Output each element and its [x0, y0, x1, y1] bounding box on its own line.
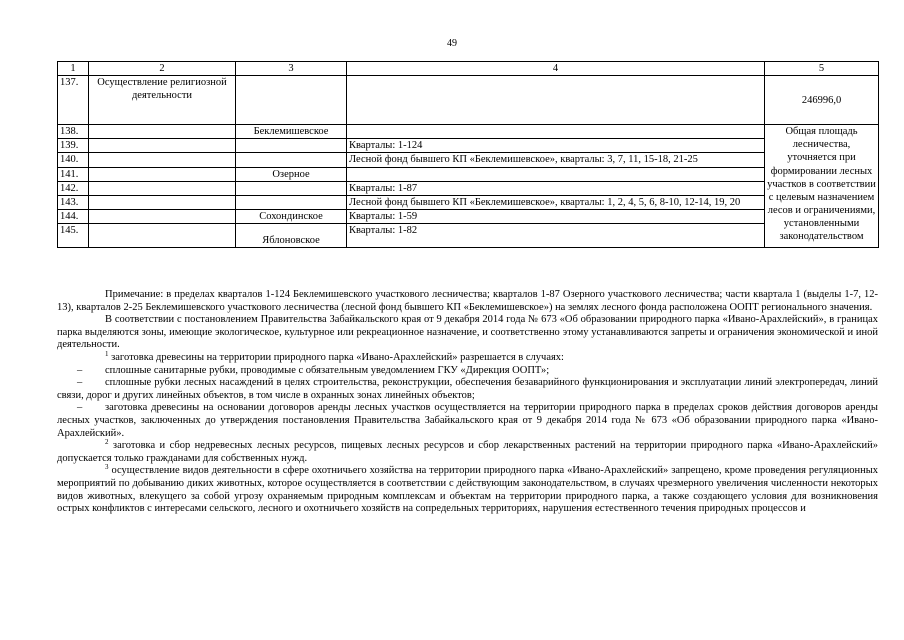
forestry-cell — [236, 139, 347, 153]
forestry-cell — [236, 153, 347, 167]
forestry-table — [57, 61, 879, 248]
header-cell: 2 — [89, 62, 236, 76]
purpose-cell — [89, 181, 236, 195]
note-paragraph: Примечание: в пределах кварталов 1-124 Беклемишевского участкового лесничества; кварталов 1-87 Озерного участкового лесничества; части квартала 1 (выделы 1-7, 12-13), кварталов 2-25 Беклемишевского участкового лесничества (лесной фонд бывшего КП «Беклемишевское») на землях лесного фонда расположена ООПТ регионального значения. — [57, 289, 878, 313]
forestry-cell — [236, 76, 347, 125]
table-row — [58, 125, 879, 139]
body-text — [57, 289, 878, 516]
forestry-cell: Сохондинское — [236, 209, 347, 223]
footnote-text: заготовка древесины на территории природного парка «Ивано-Арахлейский» разрешается в случаях: — [111, 351, 564, 363]
table-row — [58, 181, 879, 195]
header-cell: 5 — [765, 62, 879, 76]
table-row — [58, 224, 879, 248]
purpose-cell — [89, 224, 236, 248]
footnote-2 — [57, 440, 878, 465]
row-number: 137. — [58, 76, 89, 125]
row-number: 145. — [58, 224, 89, 248]
footnote-mark: 2 — [105, 438, 109, 447]
row-number: 144. — [58, 209, 89, 223]
header-cell: 4 — [347, 62, 765, 76]
list-item — [57, 365, 878, 378]
table-row — [58, 195, 879, 209]
row-number: 140. — [58, 153, 89, 167]
quarters-cell: Лесной фонд бывшего КП «Беклемишевское», кварталы: 1, 2, 4, 5, 6, 8-10, 12-14, 19, 20 — [347, 195, 765, 209]
purpose-cell — [89, 153, 236, 167]
paragraph: В соответствии с постановлением Правительства Забайкальского края от 9 декабря 2014 года № 673 «Об образовании природного парка «Ивано-Арахлейский», в границах парка выделяются зоны, имеющие экологическое, культурное или рекреационное назначение, и соответственно этому устанавливаются запреты и ограничения экономической и иной деятельности. — [57, 314, 878, 351]
table-row — [58, 153, 879, 167]
footnote-3 — [57, 465, 878, 515]
quarters-cell: Кварталы: 1-82 — [347, 224, 765, 248]
table-header-row — [58, 62, 879, 76]
table-row — [58, 76, 879, 125]
area-cell: 246996,0 — [765, 76, 879, 125]
footnote-mark: 1 — [105, 349, 109, 358]
footnote-1 — [57, 349, 878, 365]
forestry-cell: Озерное — [236, 167, 347, 181]
header-cell: 1 — [58, 62, 89, 76]
list-item-text: сплошные рубки лесных насаждений в целях строительства, реконструкции, обеспечения безаварийного функционирования и эксплуатации линий электропередач, линий связи, дорог и других линейных объектов, в том числе в охранных зонах линейных объектов; — [57, 377, 878, 401]
purpose-cell — [89, 167, 236, 181]
header-cell: 3 — [236, 62, 347, 76]
dash-mark: – — [77, 402, 83, 414]
row-number: 143. — [58, 195, 89, 209]
quarters-cell: Кварталы: 1-87 — [347, 181, 765, 195]
quarters-cell — [347, 167, 765, 181]
list-item — [57, 377, 878, 402]
forestry-cell: Яблоновское — [236, 224, 347, 248]
footnote-mark: 3 — [105, 463, 109, 472]
row-number: 138. — [58, 125, 89, 139]
table-row — [58, 167, 879, 181]
forestry-cell: Беклемишевское — [236, 125, 347, 139]
purpose-cell — [89, 139, 236, 153]
forestry-cell — [236, 181, 347, 195]
quarters-cell: Кварталы: 1-59 — [347, 209, 765, 223]
area-note-cell: Общая площадь лесничества, уточняется при формировании лесных участков в соответствии с целевым назначением лесов и ограничениями, установленными законодательством — [765, 125, 879, 248]
list-item-text: заготовка древесины на основании договоров аренды лесных участков осуществляется на территории природного парка в пределах сроков действия договоров аренды лесных участков, заключенных до утверждения постановления Правительства Забайкальского края от 9 декабря 2014 года № 673 «Об образовании природного парка «Ивано-Арахлейский». — [57, 402, 878, 439]
forestry-cell — [236, 195, 347, 209]
purpose-cell — [89, 209, 236, 223]
quarters-cell — [347, 125, 765, 139]
list-item-text: сплошные санитарные рубки, проводимые с обязательным уведомлением ГКУ «Дирекция ООПТ»; — [105, 364, 550, 376]
purpose-cell — [89, 125, 236, 139]
table-row — [58, 139, 879, 153]
purpose-cell: Осуществление религиозной деятельности — [89, 76, 236, 125]
quarters-cell: Лесной фонд бывшего КП «Беклемишевское», кварталы: 3, 7, 11, 15-18, 21-25 — [347, 153, 765, 167]
dash-mark: – — [77, 377, 83, 389]
quarters-cell — [347, 76, 765, 125]
quarters-cell: Кварталы: 1-124 — [347, 139, 765, 153]
row-number: 141. — [58, 167, 89, 181]
footnote-text: заготовка и сбор недревесных лесных ресурсов, пищевых лесных ресурсов и сбор лекарственных растений на территории природного парка «Ивано-Арахлейский» допускается только гражданами для собственных нужд. — [57, 440, 879, 464]
list-item — [57, 402, 878, 440]
row-number: 142. — [58, 181, 89, 195]
page-number: 49 — [447, 38, 457, 49]
table-row — [58, 209, 879, 223]
dash-mark: – — [77, 364, 83, 376]
purpose-cell — [89, 195, 236, 209]
footnote-text: осуществление видов деятельности в сфере охотничьего хозяйства на территории природного парка «Ивано-Арахлейский» запрещено, кроме проведения регуляционных мероприятий по добыванию диких животных, которое осуществляется в соответствии с действующим законодательством, в случаях чрезмерного увеличения численности некоторых видов животных, влекущего за собой угрозу охраняемым природным комплексам и объектам на территории природного парка, а также создающего условия для возникновения острых конфликтов с интересами сельского, лесного и охотничьего хозяйств на сопредельных территориях, нарушения естественного течения природных процессов и — [57, 465, 879, 515]
row-number: 139. — [58, 139, 89, 153]
